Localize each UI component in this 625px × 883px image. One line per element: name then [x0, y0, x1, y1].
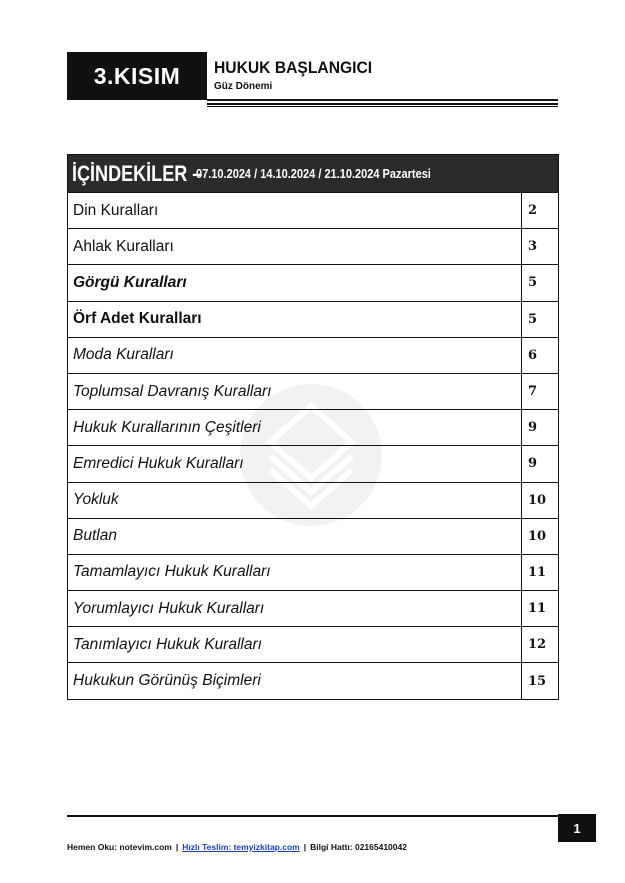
toc-item-page: 15: [528, 673, 547, 689]
toc-item-page: 12: [528, 637, 547, 653]
footer-info: [67, 842, 407, 852]
toc-row: [68, 264, 558, 300]
toc-item-label: Görgü Kuralları: [68, 265, 522, 300]
footer-delivery-link[interactable]: Hızlı Teslim: temyizkitap.com: [182, 842, 300, 852]
toc-row: [68, 445, 558, 481]
header-divider: [207, 103, 558, 105]
toc-item-label: Butlan: [68, 519, 522, 554]
footer-separator: |: [303, 842, 307, 852]
toc-item-label: Hukukun Görünüş Biçimleri: [68, 663, 522, 698]
toc-row: [68, 373, 558, 409]
toc-row: [68, 590, 558, 626]
toc-item-label: Toplumsal Davranış Kuralları: [68, 374, 522, 409]
toc-row: [68, 482, 558, 518]
document-subtitle: Güz Dönemi: [214, 81, 273, 92]
toc-row: [68, 662, 558, 698]
toc-item-label: Yokluk: [68, 483, 522, 518]
header-divider: [207, 106, 558, 107]
toc-title: İÇİNDEKİLER –: [72, 160, 203, 186]
toc-item-page: 9: [528, 420, 538, 436]
toc-item-label: Ahlak Kuralları: [68, 229, 522, 264]
toc-row: [68, 337, 558, 373]
toc-item-page: 11: [528, 601, 547, 617]
toc-row: [68, 301, 558, 337]
toc-item-page: 5: [528, 311, 538, 327]
header-divider: [207, 99, 558, 101]
toc-row: [68, 192, 558, 228]
toc-item-label: Hukuk Kurallarının Çeşitleri: [68, 410, 522, 445]
toc-item-label: Yorumlayıcı Hukuk Kuralları: [68, 591, 522, 626]
toc-item-label: Tanımlayıcı Hukuk Kuralları: [68, 627, 522, 662]
footer-read-link[interactable]: Hemen Oku: notevim.com: [67, 842, 172, 852]
footer-divider: [67, 815, 558, 817]
toc-item-label: Tamamlayıcı Hukuk Kuralları: [68, 555, 522, 590]
section-badge: 3.KISIM: [67, 52, 207, 100]
toc-item-label: Emredici Hukuk Kuralları: [68, 446, 522, 481]
toc-item-page: 5: [528, 275, 538, 291]
toc-item-label: Örf Adet Kuralları: [68, 302, 522, 337]
toc-dates: 07.10.2024 / 14.10.2024 / 21.10.2024 Pazartesi: [196, 166, 431, 181]
toc-row: [68, 626, 558, 662]
toc-item-label: Din Kuralları: [68, 193, 522, 228]
document-title: HUKUK BAŞLANGICI: [214, 58, 373, 77]
toc-row: [68, 228, 558, 264]
toc-item-page: 2: [528, 203, 538, 219]
page-number: 1: [558, 814, 596, 842]
toc-item-page: 10: [528, 492, 547, 508]
footer-separator: |: [175, 842, 179, 852]
toc-row: [68, 518, 558, 554]
toc-item-page: 10: [528, 528, 547, 544]
toc-item-page: 11: [528, 564, 547, 580]
footer-hotline: Bilgi Hattı: 02165410042: [310, 842, 407, 852]
table-of-contents: [67, 154, 559, 700]
toc-row: [68, 554, 558, 590]
toc-item-page: 6: [528, 347, 538, 363]
toc-header: [68, 155, 558, 192]
toc-item-label: Moda Kuralları: [68, 338, 522, 373]
toc-row: [68, 409, 558, 445]
toc-item-page: 7: [528, 384, 538, 400]
toc-item-page: 3: [528, 239, 538, 255]
toc-item-page: 9: [528, 456, 538, 472]
